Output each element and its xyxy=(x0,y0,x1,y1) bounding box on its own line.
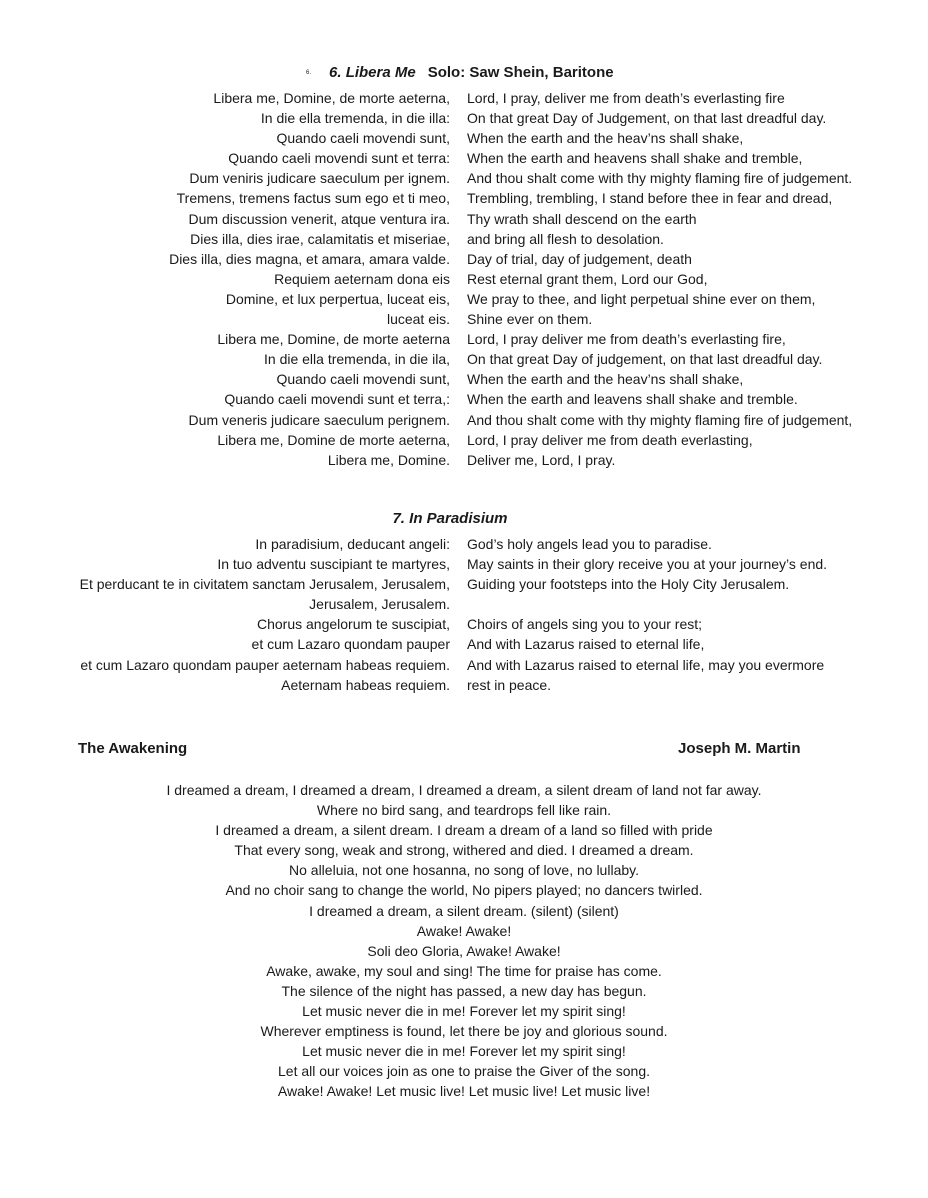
latin-line: luceat eis. xyxy=(386,311,450,328)
section-7-text xyxy=(0,534,928,695)
latin-line: Dies illa, dies irae, calamitatis et miseriae, xyxy=(190,230,450,247)
latin-line: Libera me, Domine, de morte aeterna xyxy=(217,331,450,348)
english-line: May saints in their glory receive you at your journey’s end. xyxy=(467,556,828,573)
english-line: God’s holy angels lead you to paradise. xyxy=(467,536,712,552)
lyric-line: Soli deo Gloria, Awake! Awake! xyxy=(367,942,561,959)
english-line: And with Lazarus raised to eternal life, may you evermore xyxy=(467,656,825,673)
section-7-heading xyxy=(0,510,928,527)
latin-line: In die ella tremenda, in die illa: xyxy=(260,110,450,127)
latin-line: Dies illa, dies magna, et amara, amara valde. xyxy=(169,250,450,267)
verse-row xyxy=(0,369,928,389)
latin-line: Requiem aeternam dona eis xyxy=(274,270,450,287)
awakening-title: The Awakening xyxy=(78,740,188,757)
lyric-line: Awake! Awake! xyxy=(416,922,512,939)
latin-line: Quando caeli movendi sunt, xyxy=(276,130,450,147)
latin-line: In tuo adventu suscipiant te martyres, xyxy=(217,556,450,573)
latin-line: Dum discussion venerit, atque ventura ira. xyxy=(188,210,450,227)
english-line: We pray to thee, and light perpetual shine ever on them, xyxy=(467,290,816,307)
english-line: Rest eternal grant them, Lord our God, xyxy=(467,270,708,287)
english-line: And with Lazarus raised to eternal life, xyxy=(467,636,705,653)
verse-row xyxy=(0,430,928,450)
verse-row xyxy=(0,209,928,229)
latin-line: Dum veneris judicare saeculum perignem. xyxy=(188,411,450,428)
english-line: rest in peace. xyxy=(467,676,552,693)
verse-row xyxy=(0,128,928,148)
lyric-line: The silence of the night has passed, a new day has begun. xyxy=(281,982,647,999)
section-6-soloist: Solo: Saw Shein, Baritone xyxy=(427,64,614,81)
english-line: Day of trial, day of judgement, death xyxy=(467,250,692,267)
english-line: Lord, I pray deliver me from death everlasting, xyxy=(467,431,753,448)
lyric-line: That every song, weak and strong, withered and died. I dreamed a dream. xyxy=(234,842,694,859)
english-line: and bring all flesh to desolation. xyxy=(467,230,664,247)
awakening-composer: Joseph M. Martin xyxy=(678,740,801,757)
verse-row xyxy=(0,309,928,329)
english-line: On that great Day of Judgement, on that last dreadful day. xyxy=(467,110,827,127)
latin-line: Chorus angelorum te suscipiat, xyxy=(257,616,450,633)
latin-line: In paradisium, deducant angeli: xyxy=(255,536,450,552)
english-line: Shine ever on them. xyxy=(467,311,593,328)
latin-line: et cum Lazaro quondam pauper aeternam habeas requiem. xyxy=(80,656,450,673)
lyric-line: Let music never die in me! Forever let my spirit sing! xyxy=(302,1043,626,1060)
lyric-line: And no choir sang to change the world, No pipers played; no dancers twirled. xyxy=(225,882,703,899)
latin-line: Libera me, Domine, de morte aeterna, xyxy=(213,90,450,106)
english-line: Lord, I pray deliver me from death’s everlasting fire, xyxy=(467,331,786,348)
english-line: Guiding your footsteps into the Holy City Jerusalem. xyxy=(467,576,790,593)
verse-row xyxy=(0,634,928,654)
latin-line: Aeternam habeas requiem. xyxy=(281,676,450,693)
verse-row xyxy=(0,269,928,289)
lyric-line: Awake! Awake! Let music live! Let music live! Let music live! xyxy=(277,1083,651,1100)
english-line: Trembling, trembling, I stand before thee in fear and dread, xyxy=(467,190,833,207)
verse-row xyxy=(0,655,928,675)
verse-row xyxy=(0,188,928,208)
latin-line: Quando caeli movendi sunt, xyxy=(276,371,450,388)
lyric-line: Where no bird sang, and teardrops fell like rain. xyxy=(316,802,612,819)
lyric-line: Wherever emptiness is found, let there be joy and glorious sound. xyxy=(260,1023,668,1040)
verse-row xyxy=(0,410,928,430)
verse-row xyxy=(0,108,928,128)
english-line: Lord, I pray, deliver me from death’s everlasting fire xyxy=(467,90,785,106)
verse-row xyxy=(0,329,928,349)
english-line: On that great Day of judgement, on that last dreadful day. xyxy=(467,351,823,368)
lyric-line: I dreamed a dream, a silent dream. I dream a dream of a land so filled with pride xyxy=(215,822,713,839)
verse-row xyxy=(0,554,928,574)
verse-row xyxy=(0,349,928,369)
latin-line: Domine, et lux perpertua, luceat eis, xyxy=(225,290,450,307)
verse-row xyxy=(0,249,928,269)
lyric-line: I dreamed a dream, a silent dream. (silent) (silent) xyxy=(309,902,619,919)
section-6-title: 6. Libera Me xyxy=(329,64,416,81)
lyric-line: I dreamed a dream, I dreamed a dream, I dreamed a dream, a silent dream of land not far away. xyxy=(166,782,762,798)
verse-row xyxy=(0,168,928,188)
latin-line: Et perducant te in civitatem sanctam Jerusalem, Jerusalem, xyxy=(79,576,450,593)
verse-row xyxy=(0,148,928,168)
english-line: When the earth and the heav’ns shall shake, xyxy=(467,371,744,388)
verse-row xyxy=(0,289,928,309)
verse-row xyxy=(0,594,928,614)
lyric-line: Let music never die in me! Forever let my spirit sing! xyxy=(302,1003,626,1020)
latin-line: Jerusalem, Jerusalem. xyxy=(309,596,450,613)
english-line: And thou shalt come with thy mighty flaming fire of judgement, xyxy=(467,411,853,428)
awakening-lyrics xyxy=(0,780,928,1102)
lyric-line: Let all our voices join as one to praise the Giver of the song. xyxy=(278,1063,650,1080)
verse-row xyxy=(0,534,928,554)
english-line: Choirs of angels sing you to your rest; xyxy=(467,616,703,633)
english-line: When the earth and the heav’ns shall shake, xyxy=(467,130,744,147)
english-line: When the earth and leavens shall shake and tremble. xyxy=(467,391,798,408)
latin-line: et cum Lazaro quondam pauper xyxy=(251,636,450,653)
latin-line: Quando caeli movendi sunt et terra,: xyxy=(224,391,450,408)
section-6-text xyxy=(0,88,928,470)
section-6-heading xyxy=(306,64,614,81)
english-line: Deliver me, Lord, I pray. xyxy=(467,451,616,468)
verse-row xyxy=(0,675,928,695)
latin-line: Libera me, Domine de morte aeterna, xyxy=(217,431,450,448)
lyric-line: Awake, awake, my soul and sing! The time for praise has come. xyxy=(266,962,662,979)
section-7-title: 7. In Paradisium xyxy=(392,510,508,527)
latin-line: Quando caeli movendi sunt et terra: xyxy=(228,150,450,167)
english-line: When the earth and heavens shall shake and tremble, xyxy=(467,150,803,167)
english-line: Thy wrath shall descend on the earth xyxy=(467,210,697,227)
latin-line: Libera me, Domine. xyxy=(327,451,450,468)
section-6-marker: 6. xyxy=(306,70,312,77)
verse-row xyxy=(0,88,928,108)
verse-row xyxy=(0,574,928,594)
latin-line: In die ella tremenda, in die ila, xyxy=(264,351,450,368)
verse-row xyxy=(0,614,928,634)
english-line: And thou shalt come with thy mighty flaming fire of judgement. xyxy=(467,170,853,187)
verse-row xyxy=(0,450,928,470)
verse-row xyxy=(0,389,928,409)
lyric-line: No alleluia, not one hosanna, no song of love, no lullaby. xyxy=(289,862,639,879)
latin-line: Tremens, tremens factus sum ego et ti meo, xyxy=(176,190,450,207)
verse-row xyxy=(0,229,928,249)
latin-line: Dum veniris judicare saeculum per ignem. xyxy=(189,170,450,187)
